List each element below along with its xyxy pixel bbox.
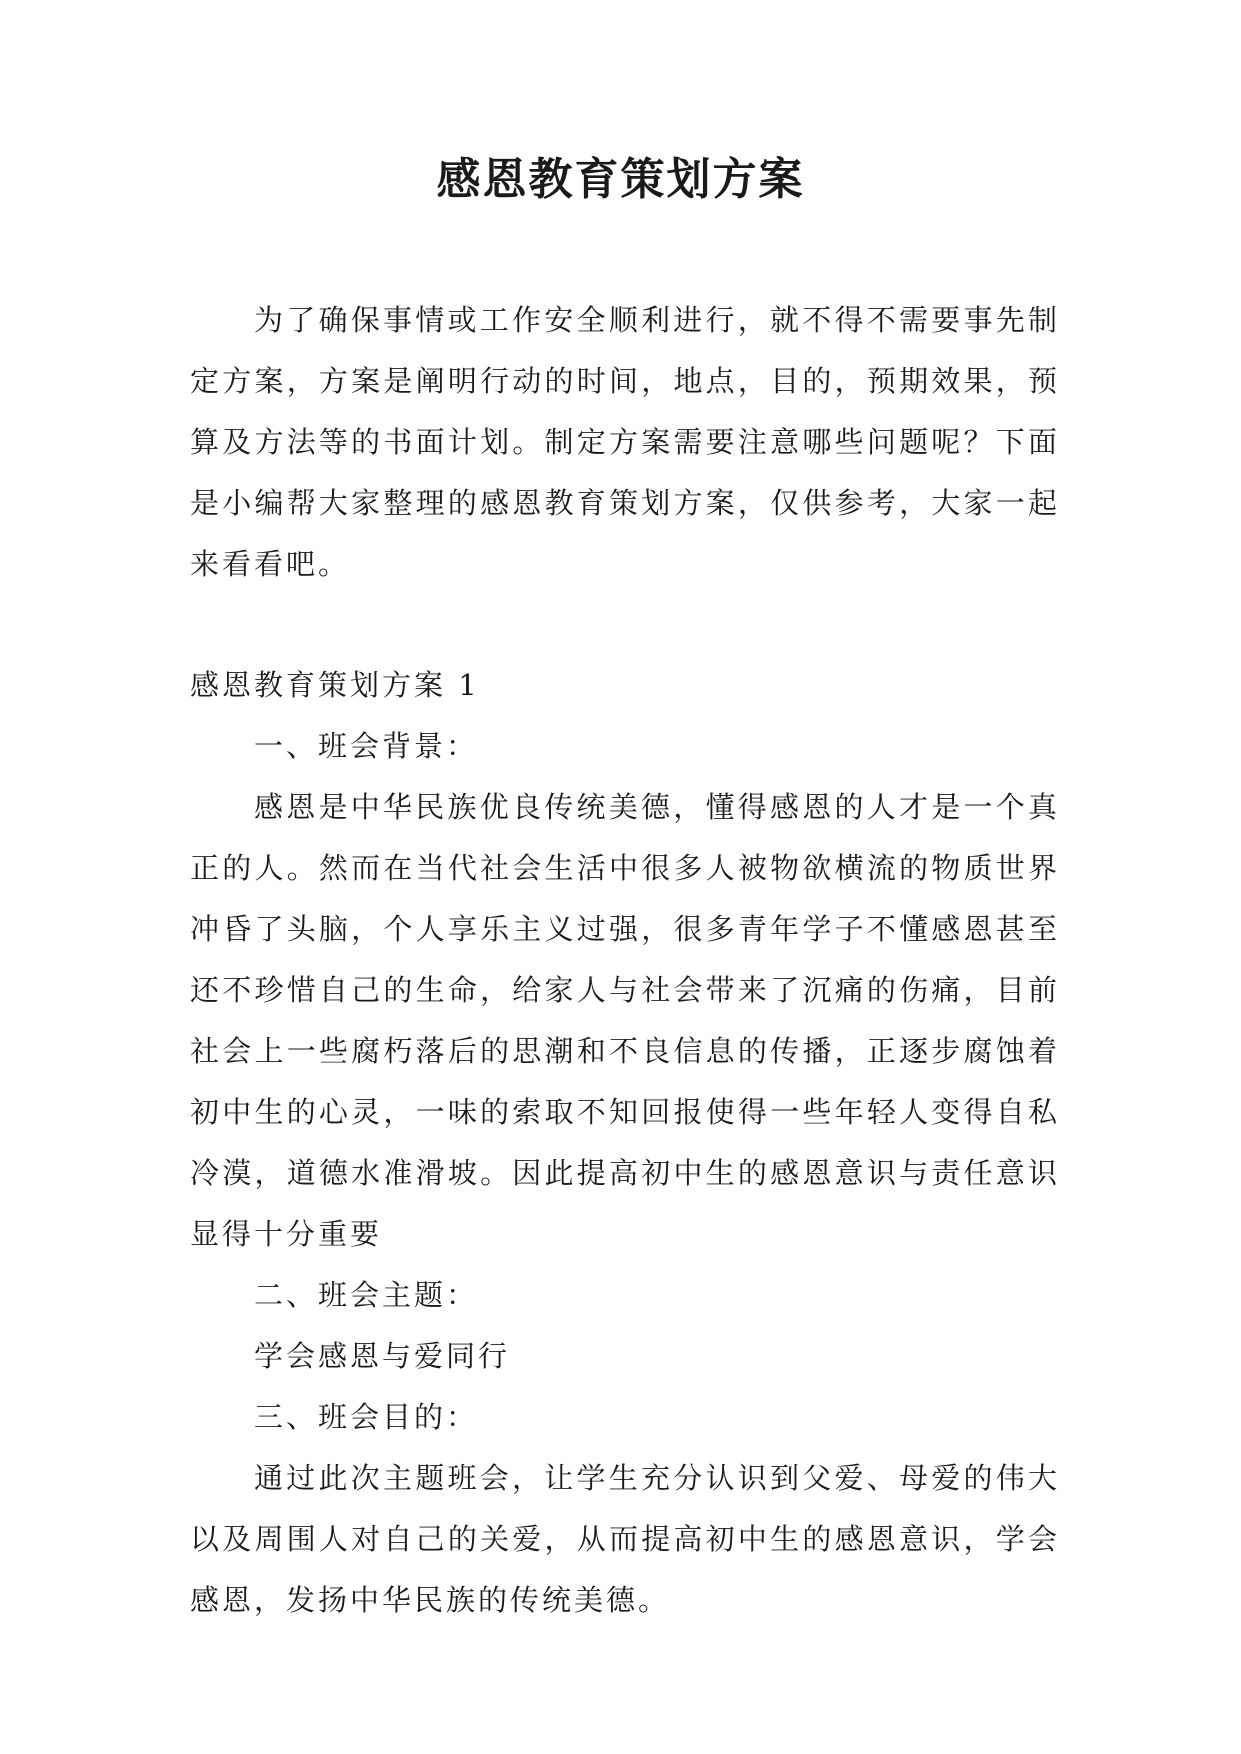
purpose-paragraph: 通过此次主题班会，让学生充分认识到父爱、母爱的伟大以及周围人对自己的关爱，从而提高初中生的感恩意识，学会感恩，发扬中华民族的传统美德。 <box>190 1461 1060 1617</box>
heading-purpose: 三、班会目的： <box>254 1400 479 1434</box>
heading-theme: 二、班会主题： <box>254 1278 479 1312</box>
intro-paragraph: 为了确保事情或工作安全顺利进行，就不得不需要事先制定方案，方案是阐明行动的时间，地点，目的，预期效果，预算及方法等的书面计划。制定方案需要注意哪些问题呢？下面是小编帮大家整理的感恩教育策划方案，仅供参考，大家一起来看看吧。 <box>190 303 1060 581</box>
background-paragraph: 感恩是中华民族优良传统美德，懂得感恩的人才是一个真正的人。然而在当代社会生活中很多人被物欲横流的物质世界冲昏了头脑，个人享乐主义过强，很多青年学子不懂感恩甚至还不珍惜自己的生命，给家人与社会带来了沉痛的伤痛，目前社会上一些腐朽落后的思潮和不良信息的传播，正逐步腐蚀着初中生的心灵，一味的索取不知回报使得一些年轻人变得自私冷漠，道德水准滑坡。因此提高初中生的感恩意识与责任意识显得十分重要 <box>190 790 1060 1251</box>
theme-paragraph: 学会感恩与爱同行 <box>254 1339 511 1373</box>
document-body <box>190 290 1060 1631</box>
document-title: 感恩教育策划方案 <box>436 154 805 205</box>
heading-background: 一、班会背景： <box>254 729 479 763</box>
section-title: 感恩教育策划方案 1 <box>190 668 480 702</box>
